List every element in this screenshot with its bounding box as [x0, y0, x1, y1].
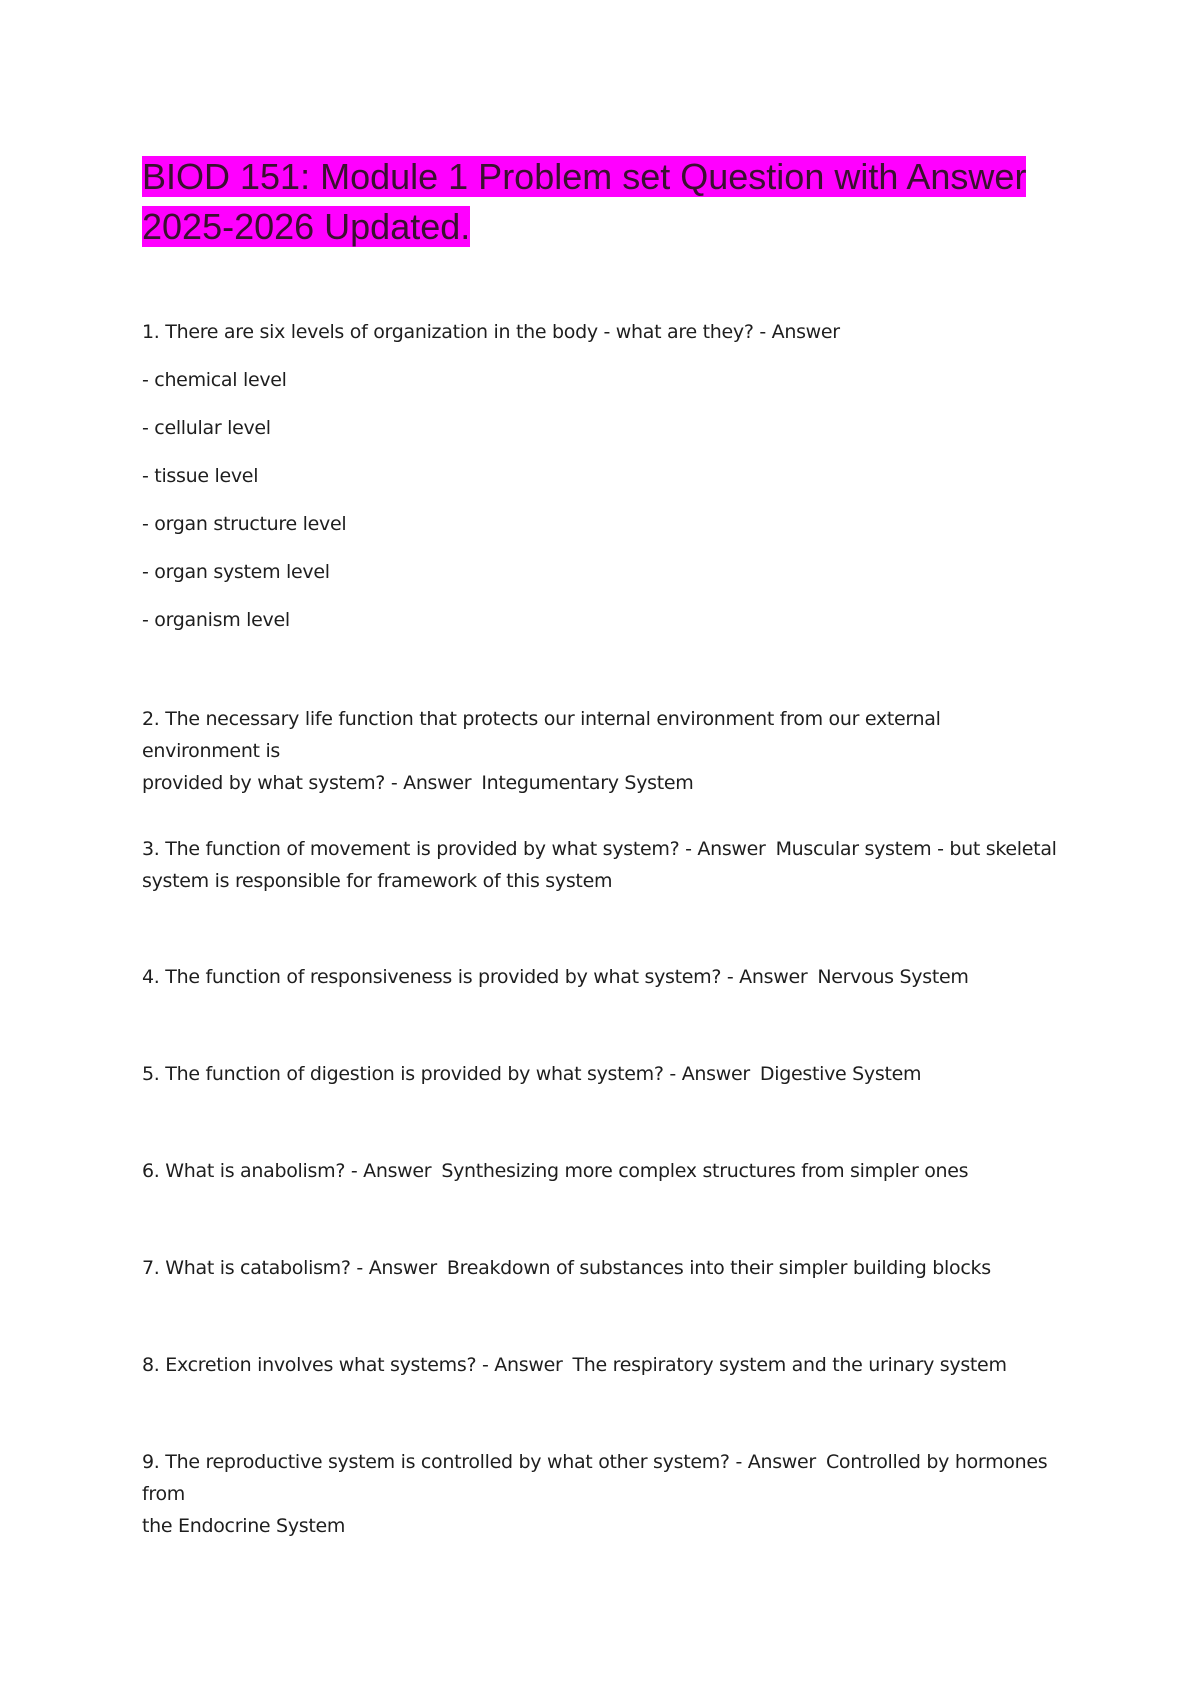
list-item: - cellular level	[142, 417, 271, 439]
question-2-answer: Integumentary System	[481, 772, 694, 794]
question-8	[142, 1349, 1062, 1381]
question-1	[142, 316, 1062, 348]
question-7	[142, 1252, 1062, 1284]
question-1-text: 1. There are six levels of organization in the body - what are they? - Answer	[142, 321, 840, 343]
question-6-answer: Synthesizing more complex structures from simpler ones	[441, 1160, 969, 1182]
question-5-answer: Digestive System	[759, 1063, 922, 1085]
question-9-answer-line-1: Controlled by hormones from	[142, 1451, 1048, 1505]
question-9	[142, 1446, 1062, 1542]
question-1-answer-list	[142, 364, 1062, 636]
list-item: - tissue level	[142, 465, 259, 487]
question-4	[142, 961, 1062, 993]
question-3-text: 3. The function of movement is provided by what system? - Answer	[142, 838, 766, 860]
question-4-text: 4. The function of responsiveness is provided by what system? - Answer	[142, 966, 808, 988]
question-9-answer-line-2: the Endocrine System	[142, 1515, 346, 1537]
question-5-text: 5. The function of digestion is provided by what system? - Answer	[142, 1063, 750, 1085]
question-6	[142, 1155, 1062, 1187]
title-line-1: BIOD 151: Module 1 Problem set Question with Answer	[142, 156, 1027, 197]
list-item: - chemical level	[142, 369, 287, 391]
question-3-answer-line-2: system is responsible for framework of this system	[142, 870, 613, 892]
question-3	[142, 833, 1062, 897]
question-2-line-1: 2. The necessary life function that protects our internal environment from our external environment is	[142, 708, 941, 762]
question-2	[142, 703, 1062, 799]
question-9-text: 9. The reproductive system is controlled by what other system? - Answer	[142, 1451, 816, 1473]
question-5	[142, 1058, 1062, 1090]
question-4-answer: Nervous System	[817, 966, 969, 988]
title-line-2: 2025-2026 Updated.	[142, 206, 471, 247]
question-3-answer-line-1: Muscular system - but skeletal	[775, 838, 1057, 860]
document-title	[142, 152, 1042, 252]
question-8-text: 8. Excretion involves what systems? - Answer	[142, 1354, 563, 1376]
question-7-text: 7. What is catabolism? - Answer	[142, 1257, 437, 1279]
list-item: - organ structure level	[142, 513, 347, 535]
question-6-text: 6. What is anabolism? - Answer	[142, 1160, 432, 1182]
list-item: - organism level	[142, 609, 290, 631]
question-2-line-2: provided by what system? - Answer	[142, 772, 472, 794]
question-8-answer: The respiratory system and the urinary system	[572, 1354, 1007, 1376]
list-item: - organ system level	[142, 561, 330, 583]
question-7-answer: Breakdown of substances into their simpler building blocks	[446, 1257, 991, 1279]
